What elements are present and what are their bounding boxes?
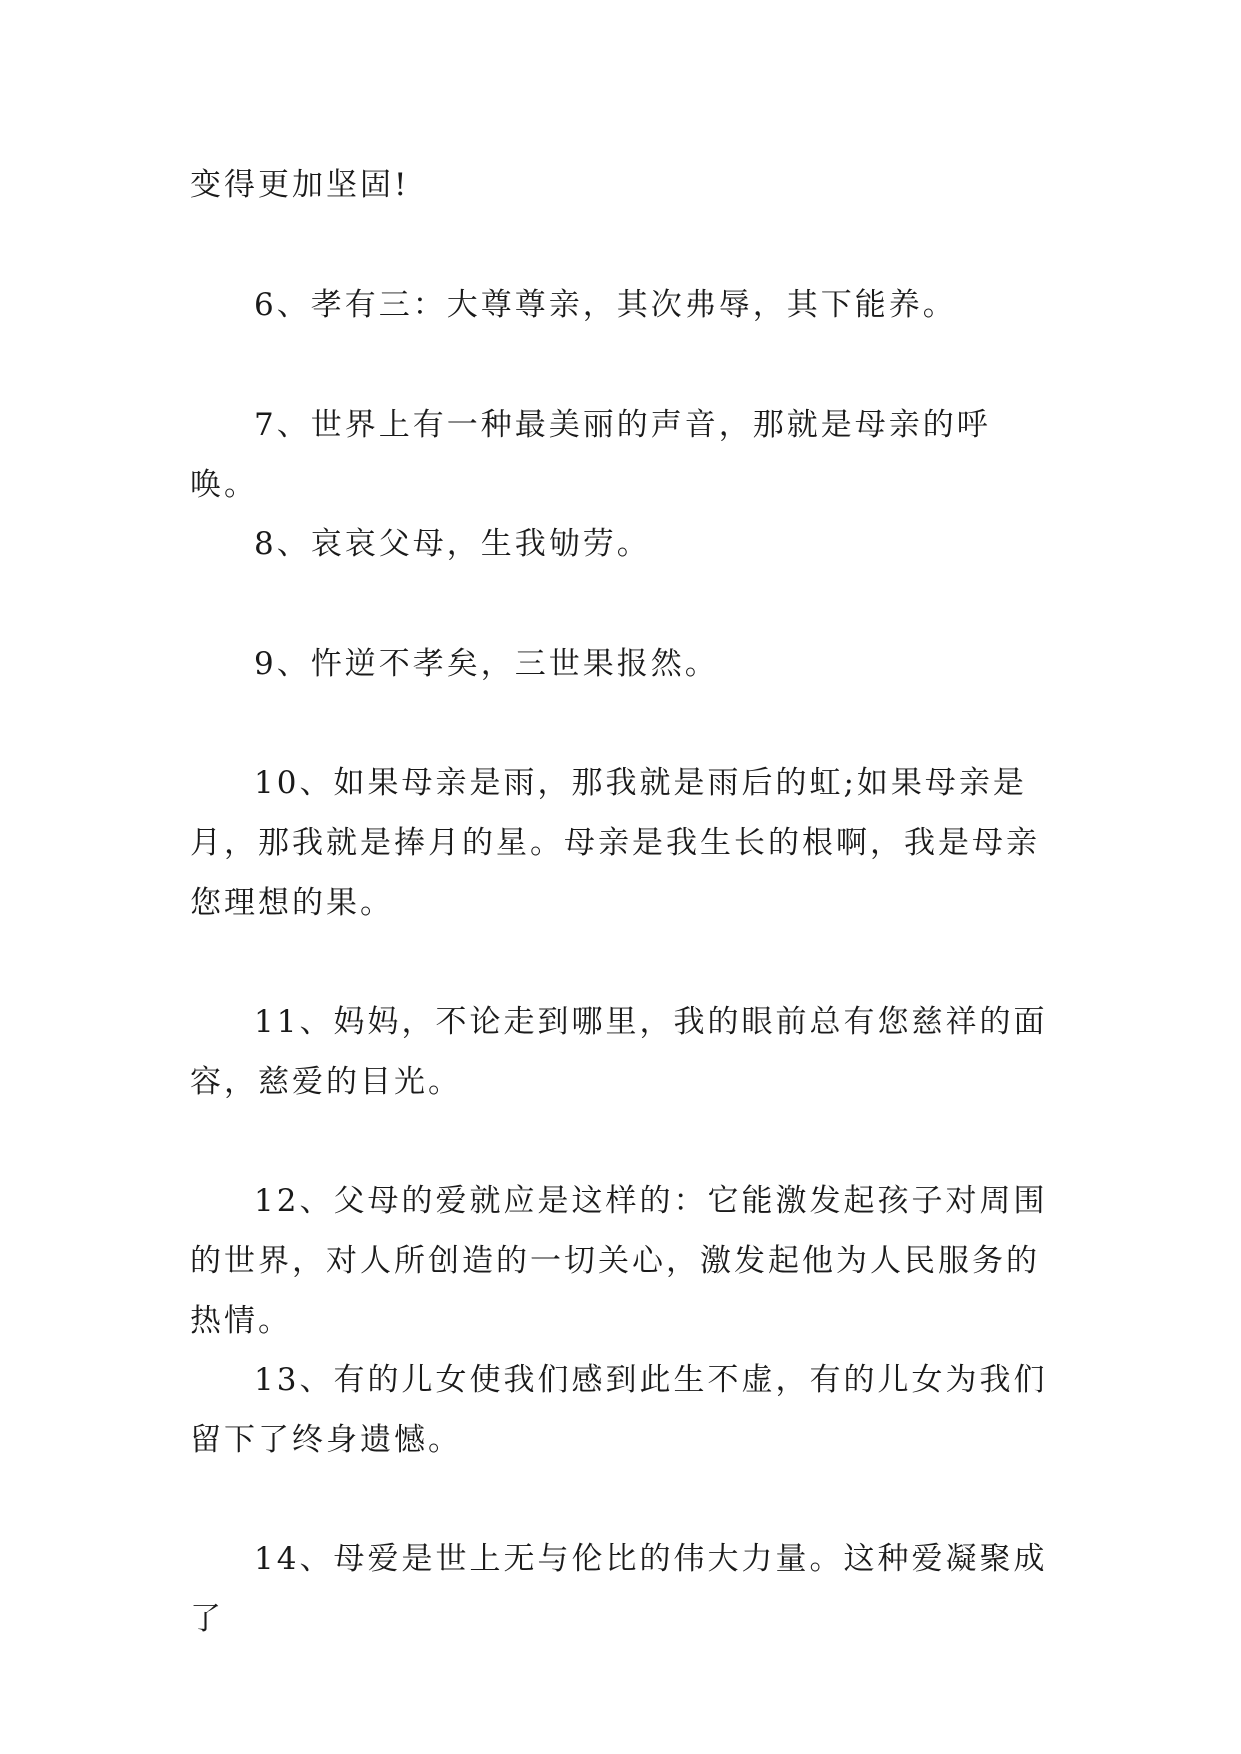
paragraph-10: 10、如果母亲是雨，那我就是雨后的虹;如果母亲是月，那我就是捧月的星。母亲是我生长的根啊，我是母亲您理想的果。	[190, 765, 1040, 921]
paragraph-6: 6、孝有三：大尊尊亲，其次弗辱，其下能养。	[254, 287, 957, 323]
paragraph-12: 12、父母的爱就应是这样的：它能激发起孩子对周围的世界，对人所创造的一切关心，激发起他为人民服务的热情。	[190, 1183, 1048, 1339]
paragraph-continuation: 变得更加坚固!	[190, 167, 410, 203]
paragraph-7: 7、世界上有一种最美丽的声音，那就是母亲的呼唤。	[190, 407, 991, 503]
paragraph-13: 13、有的儿女使我们感到此生不虚，有的儿女为我们留下了终身遗憾。	[190, 1362, 1048, 1458]
paragraph-8: 8、哀哀父母，生我劬劳。	[254, 526, 651, 562]
paragraph-14: 14、母爱是世上无与伦比的伟大力量。这种爱凝聚成了	[190, 1541, 1048, 1637]
paragraph-9: 9、忤逆不孝矣，三世果报然。	[254, 646, 719, 682]
paragraph-11: 11、妈妈，不论走到哪里，我的眼前总有您慈祥的面容，慈爱的目光。	[190, 1004, 1048, 1100]
